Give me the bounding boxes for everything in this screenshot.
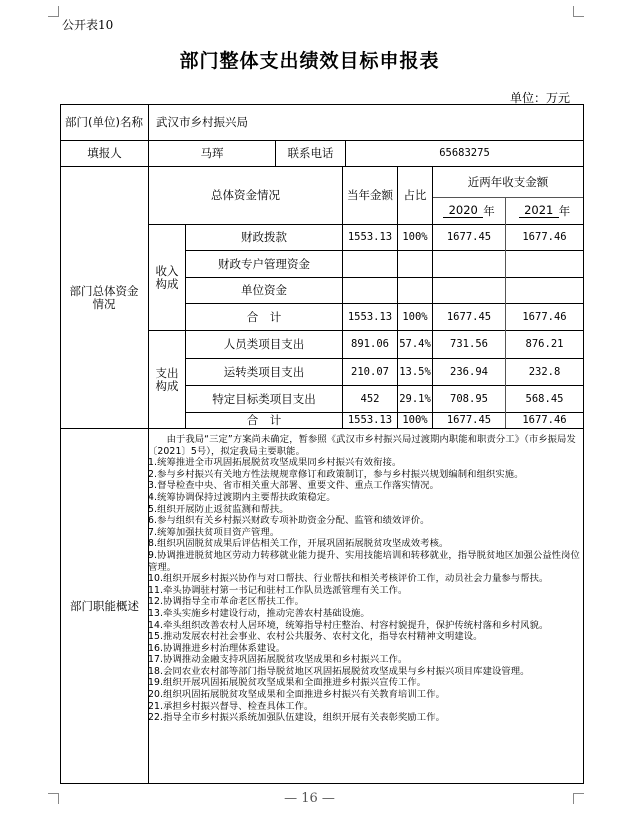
income-row-current-amount: 1553.13 [347, 231, 393, 243]
duty-item: 5.组织开展防止返贫监测和帮扶。 [148, 503, 289, 515]
income-row-item-name: 财政专户管理资金 [218, 256, 310, 271]
duties-label: 部门职能概述 [70, 598, 139, 613]
dept-label: 部门(单位)名称 [65, 115, 143, 129]
duty-item: 11.牵头协调驻村第一书记和驻村工作队员选派管理有关工作。 [148, 584, 408, 596]
year-suffix: 年 [558, 203, 571, 218]
duty-item: 2.参与乡村振兴有关地方性法规规章修订和政策制订，参与乡村振兴规划编制和组织实施。 [148, 468, 524, 480]
duty-item: 22.指导全市乡村振兴系统加强队伍建设，组织开展有关表彰奖励工作。 [148, 712, 445, 724]
duty-item: 7.统筹加强扶贫项目资产管理。 [148, 526, 280, 538]
form-number: 公开表10 [62, 18, 114, 32]
duty-item: 19.组织开展巩固拓展脱贫攻坚成果和全面推进乡村振兴宣传工作。 [148, 677, 427, 689]
ratio-header: 占比 [403, 188, 427, 202]
reporter-label: 填报人 [87, 146, 122, 160]
dept-name: 武汉市乡村振兴局 [156, 115, 248, 129]
phone-label: 联系电话 [287, 146, 334, 160]
crop-mark-top-left [48, 6, 59, 17]
income-row-item-name: 财政拨款 [241, 230, 287, 244]
income-row-amount-2021: 1677.46 [522, 310, 567, 323]
expense-row-current-amount: 210.07 [351, 365, 389, 378]
phone-number: 65683275 [439, 147, 490, 159]
expense-row-current-amount: 891.06 [351, 338, 389, 350]
expense-row-ratio: 100% [402, 414, 428, 426]
duty-item: 9.协调推进脱贫地区劳动力转移就业能力提升、实用技能培训和转移就业，指导脱贫地区加强公益性岗位管理。 [148, 549, 580, 573]
performance-table [60, 104, 584, 784]
duty-item: 21.承担乡村振兴督导、检查具体工作。 [148, 700, 314, 712]
year-2020-header [433, 198, 505, 224]
expense-row-ratio: 57.4% [399, 338, 431, 350]
duty-item: 13.牵头实施乡村建设行动，推动完善农村基础设施。 [148, 607, 370, 619]
year-suffix: 年 [483, 203, 495, 218]
income-row-current-amount: 1553.13 [347, 310, 393, 323]
year-2020-value: 2020 [443, 204, 483, 218]
current-amount-header: 当年金额 [347, 188, 393, 202]
table-border-bottom [60, 783, 584, 784]
duty-item: 16.协调推进乡村治理体系建设。 [148, 642, 286, 654]
duty-item: 17.协调推动金融支持巩固拓展脱贫攻坚成果和乡村振兴工作。 [148, 654, 408, 666]
expense-row-ratio: 29.1% [399, 392, 431, 405]
income-label: 收入构成 [155, 263, 179, 291]
duty-item: 12.协调指导全市革命老区帮扶工作。 [148, 596, 305, 608]
duty-item: 1.统筹推进全市巩固拓展脱贫攻坚成果同乡村振兴有效衔接。 [148, 457, 402, 469]
duties-text [148, 434, 583, 724]
income-row-item-name: 单位资金 [241, 283, 287, 297]
income-row-ratio [398, 251, 432, 277]
income-row-amount-2021 [506, 251, 583, 277]
expense-row-amount-2020: 731.56 [450, 338, 488, 350]
recent-years-header: 近两年收支金额 [467, 174, 549, 189]
expense-row-ratio: 13.5% [399, 365, 431, 378]
income-row-amount-2020: 1677.45 [446, 231, 492, 243]
funds-section-label: 部门总体资金情况 [69, 283, 139, 311]
duty-item: 18.会同农业农村部等部门指导脱贫地区巩固拓展脱贫攻坚成果与乡村振兴项目库建设管理。 [148, 665, 530, 677]
income-row-item-name: 合 计 [246, 309, 282, 324]
income-row-current-amount [343, 278, 397, 303]
expense-row-amount-2020: 708.95 [450, 392, 488, 405]
expense-row-amount-2020: 236.94 [450, 365, 488, 378]
page-title: 部门整体支出绩效目标申报表 [179, 50, 440, 72]
year-2021-value: 2021 [519, 204, 559, 218]
duty-item: 6.参与组织有关乡村振兴财政专项补助资金分配、监管和绩效评价。 [148, 515, 430, 527]
duty-item: 8.组织巩固脱贫成果后评估相关工作，开展巩固拓展脱贫攻坚成效考核。 [148, 538, 449, 550]
expense-row-amount-2021: 876.21 [525, 338, 564, 350]
income-row-ratio: 100% [402, 231, 428, 243]
income-row-ratio: 100% [402, 310, 428, 323]
expense-row-item-name: 合 计 [246, 413, 282, 427]
income-row-current-amount [343, 251, 397, 277]
table-border-right [583, 104, 584, 784]
year-2021-header [506, 198, 583, 224]
unit-label: 单位：万元 [510, 91, 571, 105]
duty-item: 3.督导检查中央、省市相关重大部署、重要文件、重点工作落实情况。 [148, 480, 439, 492]
duty-item: 15.推动发展农村社会事业、农村公共服务、农村文化，指导农村精神文明建设。 [148, 631, 483, 643]
income-row-amount-2020: 1677.45 [446, 310, 492, 323]
crop-mark-top-right [573, 6, 584, 17]
expense-row-amount-2021: 568.45 [525, 392, 564, 405]
expense-row-amount-2021: 1677.46 [522, 414, 567, 426]
duty-item: 20.组织巩固拓展脱贫攻坚成果和全面推进乡村振兴有关教育培训工作。 [148, 689, 445, 701]
income-row-amount-2020 [433, 251, 505, 277]
expense-row-amount-2020: 1677.45 [446, 414, 492, 426]
expense-label: 支出构成 [155, 365, 179, 393]
duties-intro: 由于我局“三定”方案尚未确定，暂参照《武汉市乡村振兴局过渡期内职能和职责分工》（市乡振局发〔2021〕5号），拟定我局主要职能。 [148, 434, 576, 457]
overview-header: 总体资金情况 [211, 188, 280, 202]
income-row-amount-2021: 1677.46 [522, 231, 567, 243]
page-number: — 16 — [284, 791, 335, 806]
reporter-name: 马珲 [200, 146, 224, 160]
duty-item: 14.牵头组织改善农村人居环境，统筹指导村庄整治、村容村貌提升，保护传统村落和乡村风貌。 [148, 619, 549, 631]
duty-item: 10.组织开展乡村振兴协作与对口帮扶、行业帮扶和相关考核评价工作，动员社会力量参与帮扶。 [148, 573, 549, 585]
expense-row-item-name: 运转类项目支出 [223, 364, 305, 379]
expense-row-item-name: 特定目标类项目支出 [212, 391, 316, 406]
income-row-ratio [398, 278, 432, 303]
duty-item: 4.统筹协调保持过渡期内主要帮扶政策稳定。 [148, 491, 336, 503]
expense-row-current-amount: 1553.13 [347, 414, 393, 426]
income-row-amount-2020 [433, 278, 505, 303]
expense-row-item-name: 人员类项目支出 [223, 337, 305, 351]
expense-row-amount-2021: 232.8 [528, 365, 561, 378]
income-row-amount-2021 [506, 278, 583, 303]
expense-row-current-amount: 452 [360, 392, 380, 405]
